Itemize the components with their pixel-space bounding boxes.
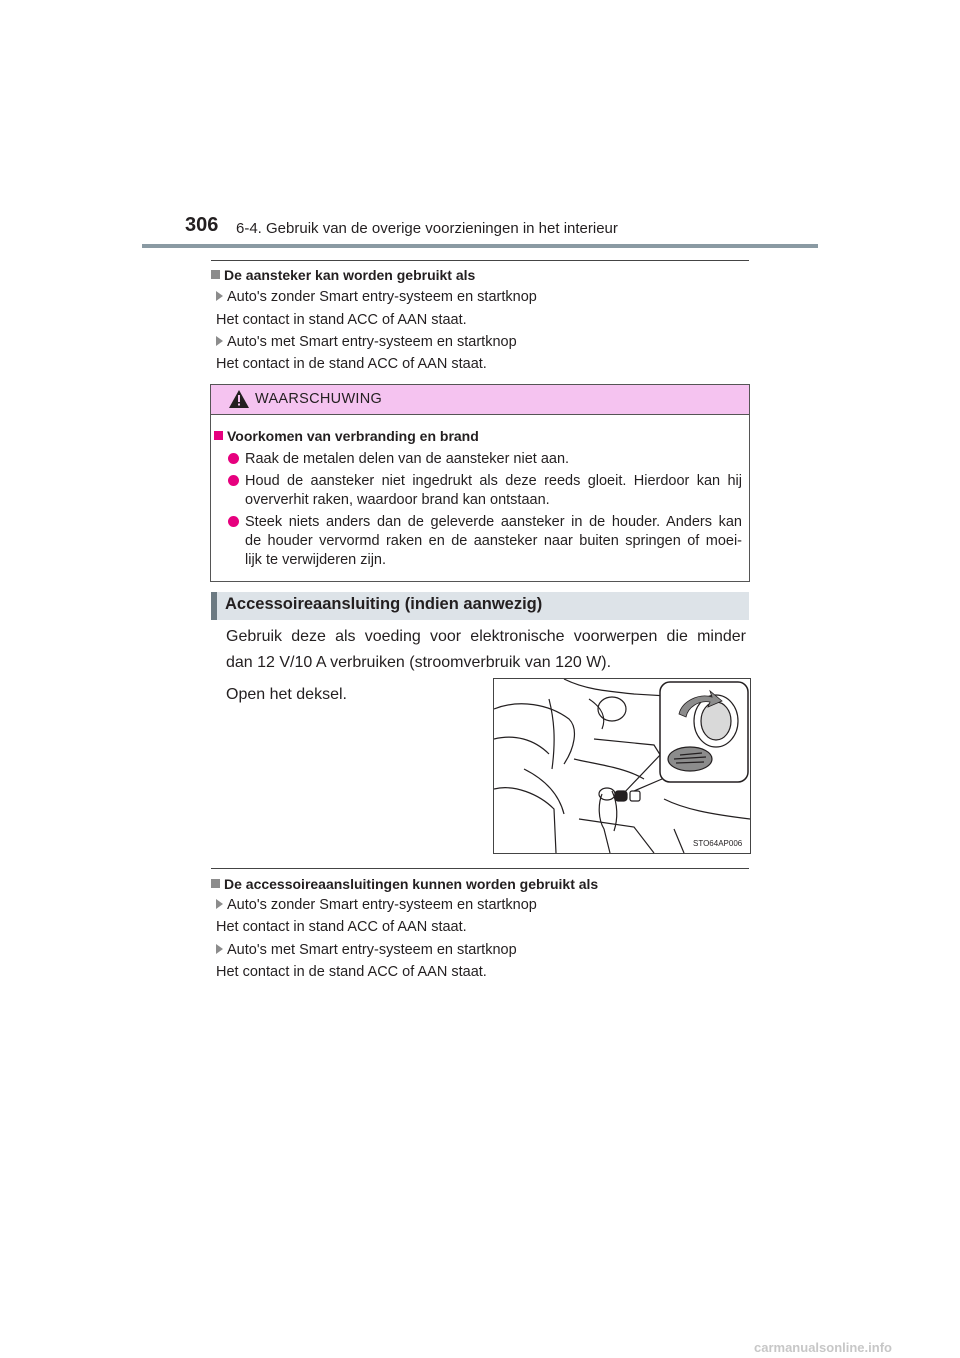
warning-triangle-icon <box>229 390 249 408</box>
figure-code: STO64AP006 <box>693 839 743 848</box>
bullet-dot-icon <box>228 475 239 486</box>
warning-heading: Voorkomen van verbranding en brand <box>214 428 479 444</box>
page-number: 306 <box>185 214 219 236</box>
condition-detail: Het contact in de stand ACC of AAN staat. <box>216 964 487 980</box>
condition-item: Auto's zonder Smart entry-systeem en startknop <box>216 897 537 913</box>
bullet-dot-icon <box>228 453 239 464</box>
condition-detail: Het contact in stand ACC of AAN staat. <box>216 312 467 328</box>
section-divider <box>211 868 749 869</box>
warning-header <box>211 385 749 415</box>
watermark-logo: carmanualsonline.info <box>754 1340 892 1355</box>
arrow-right-icon <box>216 336 223 346</box>
warning-item: Raak de metalen delen van de aansteker niet aan. <box>228 450 742 469</box>
warning-title: WAARSCHUWING <box>255 391 383 407</box>
condition-detail: Het contact in stand ACC of AAN staat. <box>216 919 467 935</box>
lighter-usage-heading: De aansteker kan worden gebruikt als <box>211 267 475 283</box>
header-rule <box>142 244 818 248</box>
socket-usage-heading: De accessoireaansluitingen kunnen worden gebruikt als <box>211 876 598 892</box>
condition-item: Auto's met Smart entry-systeem en startknop <box>216 334 517 350</box>
bullet-dot-icon <box>228 516 239 527</box>
condition-detail: Het contact in de stand ACC of AAN staat. <box>216 356 487 372</box>
arrow-right-icon <box>216 944 223 954</box>
dashboard-socket-drawing <box>494 679 750 853</box>
square-bullet-icon <box>214 431 223 440</box>
warning-item: Steek niets anders dan de geleverde aansteker in de houder. Anders kan de houder vervormd raken en de aansteker naar buiten springen of moei- lijk te verwijderen zijn. <box>228 513 742 570</box>
condition-item: Auto's met Smart entry-systeem en startknop <box>216 942 517 958</box>
section-title: Accessoireaansluiting (indien aanwezig) <box>225 595 543 613</box>
socket-description-line: Gebruik deze als voeding voor elektronische voorwerpen die minder <box>226 628 746 645</box>
condition-item: Auto's zonder Smart entry-systeem en startknop <box>216 289 537 305</box>
square-bullet-icon <box>211 270 220 279</box>
open-cover-instruction: Open het deksel. <box>226 686 347 703</box>
arrow-right-icon <box>216 899 223 909</box>
socket-illustration <box>493 678 751 854</box>
square-bullet-icon <box>211 879 220 888</box>
section-divider <box>211 260 749 261</box>
arrow-right-icon <box>216 291 223 301</box>
chapter-title: 6-4. Gebruik van de overige voorzieningen in het interieur <box>236 220 618 237</box>
accessory-socket-banner <box>211 592 749 620</box>
socket-description-line: dan 12 V/10 A verbruiken (stroomverbruik van 120 W). <box>226 654 612 671</box>
warning-item: Houd de aansteker niet ingedrukt als deze reeds gloeit. Hierdoor kan hij oververhit raken, waardoor brand kan ontstaan. <box>228 472 742 510</box>
